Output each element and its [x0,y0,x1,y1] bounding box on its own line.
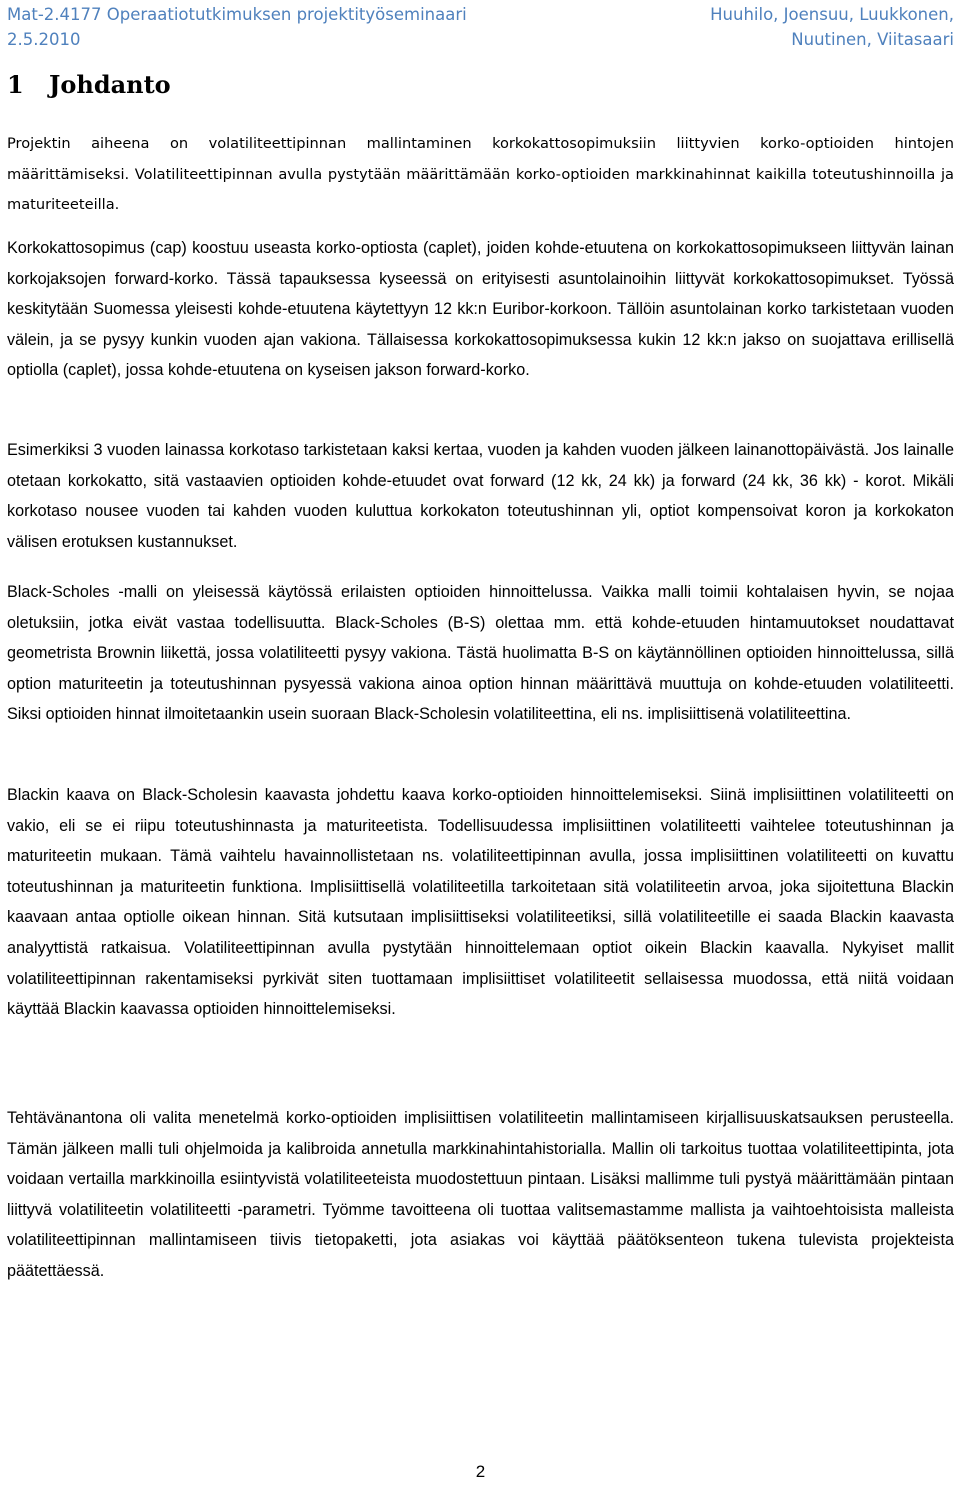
document-page [7,0,954,1485]
paragraph: Korkokattosopimus (cap) koostuu useasta korko-optiosta (caplet), joiden kohde-etuutena on korkokattosopimukseen liittyvän lainan korkojaksojen forward-korko. Tässä tapauksessa kyseessä on erityisesti asuntolainoihin liittyvät korkokattosopimukset. Työssä keskitytään Suomessa yleisesti kohde-etuutena käytettyyn 12 kk:n Euribor-korkoon. Tällöin asuntolainan korko tarkistetaan vuoden välein, ja se pysyy kunkin vuoden ajan vakiona. Tällaisessa korkokattosopimuksessa kukin 12 kk:n jakso on suojattava erillisellä optiolla (caplet), jossa kohde-etuutena on kyseisen jakson forward-korko. [7,239,954,380]
page-header [7,2,954,52]
course-title: Mat-2.4177 Operaatiotutkimuksen projektityöseminaari [7,5,467,24]
body-text [7,577,954,730]
section-heading [7,69,171,101]
body-text [7,1103,954,1287]
paragraph: Black-Scholes -malli on yleisessä käytössä erilaisten optioiden hinnoittelussa. Vaikka malli toimii kohtalaisen hyvin, se nojaa oletuksiin, jotka eivät vastaa todellisuutta. Black-Scholes (B-S) olettaa mm. että kohde-etuuden hintamuutokset noudattavat geometrista Brownin liikettä, jossa volatiliteetti pysyy vakiona. Tästä huolimatta B-S on käytännöllinen optioiden hinnoittelussa, sillä option maturiteetin ja toteutushinnan pysyessä vakiona ainoa option hinnan määrittävä muuttuja on kohde-etuuden volatiliteetti. Siksi optioiden hinnat ilmoitetaankin usein suoraan Black-Scholesin volatiliteettina, eli ns. implisiittisenä volatiliteettina. [7,583,954,724]
header-right [710,2,954,52]
paragraph: Projektin aiheena on volatiliteettipinnan mallintaminen korkokattosopimuksiin liittyvien korko-optioiden hintojen määrittämiseksi. Volatiliteettipinnan avulla pystytään määrittämään korko-optioiden markkinahinnat kaikilla toteutushinnoilla ja maturiteeteilla. [7,135,954,214]
section-number: 1 [7,70,24,99]
section-title: Johdanto [49,70,171,99]
paragraph: Esimerkiksi 3 vuoden lainassa korkotaso tarkistetaan kaksi kertaa, vuoden ja kahden vuoden jälkeen lainanottopäivästä. Jos lainalle otetaan korkokatto, sitä vastaavien optioiden kohde-etuudet ovat forward (12 kk, 24 kk) ja forward (24 kk, 36 kk) - korot. Mikäli korkotaso nousee vuoden tai kahden vuoden kuluttua korkokaton toteutushinnan yli, optiot kompensoivat koron ja korkokaton välisen erotuksen kustannukset. [7,441,954,551]
body-text [7,435,954,557]
header-date: 2.5.2010 [7,30,81,49]
paragraph: Tehtävänantona oli valita menetelmä korko-optioiden implisiittisen volatiliteetin mallintamiseen kirjallisuuskatsauksen perusteella. Tämän jälkeen malli tuli ohjelmoida ja kalibroida annetulla markkinahintahistorialla. Mallin oli tarkoitus tuottaa volatiliteettipinta, jota voidaan vertailla markkinoilla esiintyvistä volatiliteeteista muodostettuun pintaan. Lisäksi mallimme tuli pystyä määrittämään pintaan liittyvä volatiliteetin volatiliteetti -parametri. Työmme tavoitteena oli tuottaa valitsemastamme mallista ja vaihtoehtoisista malleista volatiliteettipinnan mallintamiseen tiivis tietopaketti, jota asiakas voi käyttää päätöksenteon tukena tulevista projekteista päätettäessä. [7,1109,954,1280]
body-text [7,780,954,1025]
body-text [7,233,954,386]
authors-line-1: Huuhilo, Joensuu, Luukkonen, [710,5,954,24]
authors-line-2: Nuutinen, Viitasaari [791,30,954,49]
body-text [7,129,954,221]
paragraph: Blackin kaava on Black-Scholesin kaavasta johdettu kaava korko-optioiden hinnoittelemiseksi. Siinä implisiittinen volatiliteetti on vakio, eli se ei riipu toteutushinnasta ja maturiteetista. Todellisuudessa implisiittinen volatiliteetti vaihtelee toteutushinnan ja maturiteetin mukaan. Tämä vaihtelu havainnollistetaan ns. volatiliteettipinnan avulla, jossa implisiittinen volatiliteetti on kuvattu toteutushinnan ja maturiteetin funktiona. Implisiittisellä volatiliteetilla tarkoitetaan sitä volatiliteetin arvoa, joka sijoitettuna Blackin kaavaan antaa optiolle oikean hinnan. Sitä kutsutaan implisiittiseksi volatiliteetiksi, sillä volatiliteetille ei saada Blackin kaavasta analyyttistä ratkaisua. Volatiliteettipinnan avulla pystytään hinnoittelemaan optiot oikein Blackin kaavalla. Nykyiset mallit volatiliteettipinnan rakentamiseksi pyrkivät siten tuottamaan implisiittiset volatiliteetit sellaisessa muodossa, että niitä voidaan käyttää Blackin kaavassa optioiden hinnoittelemiseksi. [7,786,954,1019]
page-number: 2 [475,1462,486,1481]
header-left [7,2,467,52]
